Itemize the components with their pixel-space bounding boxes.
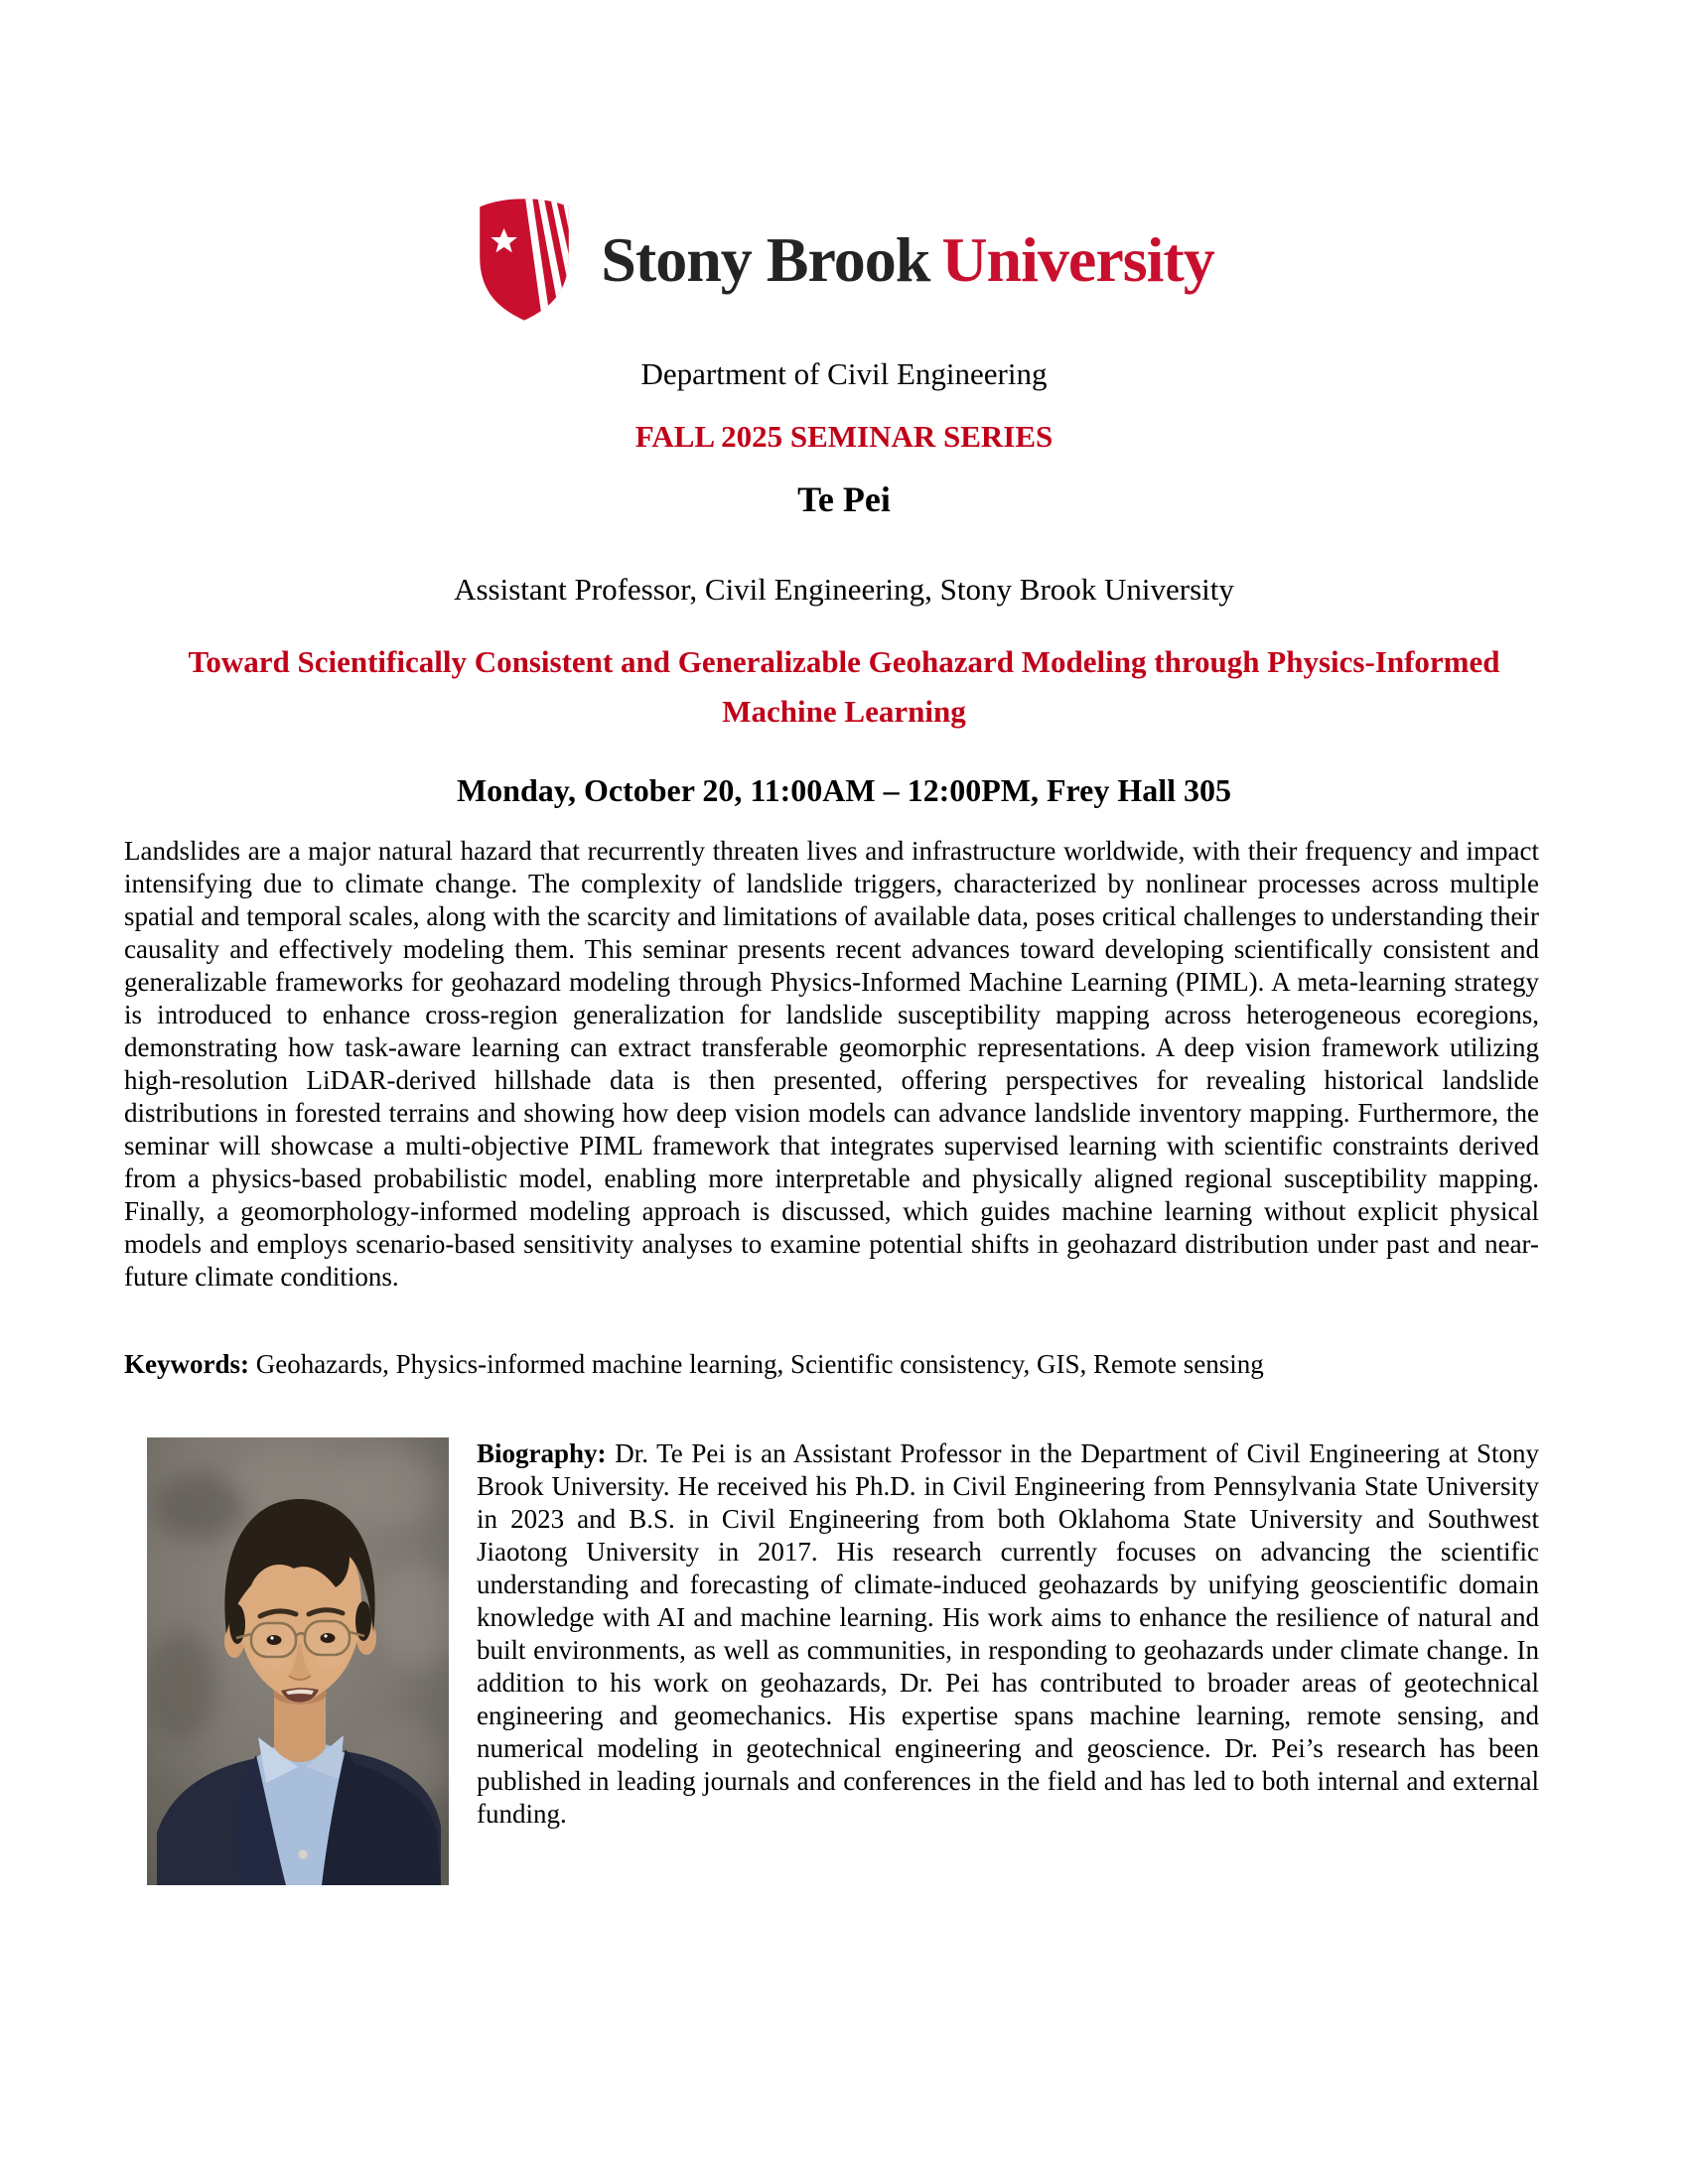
keywords-label: Keywords: [124, 1349, 249, 1379]
seminar-series-line: FALL 2025 SEMINAR SERIES [634, 419, 1054, 454]
speaker-title-line: Assistant Professor, Civil Engineering, Stony Brook University [454, 572, 1234, 607]
stony-brook-wordmark [601, 223, 1213, 297]
department-line: Department of Civil Engineering [640, 356, 1048, 391]
biography-section [147, 1437, 1539, 1885]
biography-value: Dr. Te Pei is an Assistant Professor in the Department of Civil Engineering at Stony Brook University. He received his Ph.D. in Civil Engineering from Pennsylvania State University in 2023 and B.S. in Civil Engineering from both Oklahoma State University and Southwest Jiaotong University in 2017. His research currently focuses on advancing the scientific understanding and forecasting of climate-induced geohazards by unifying geoscientific domain knowledge with AI and machine learning. His work aims to enhance the resilience of natural and built environments, as well as communities, in responding to geohazards under climate change. In addition to his work on geohazards, Dr. Pei has contributed to broader areas of geotechnical engineering and geomechanics. His expertise spans machine learning, remote sensing, and numerical modeling in geotechnical engineering and geoscience. Dr. Pei’s research has been published in leading journals and conferences in the field and has led to both internal and external funding. [477, 1438, 1540, 1829]
talk-title: Toward Scientifically Consistent and Generalizable Geohazard Modeling through Physics-Informed Machine Learning [188, 644, 1500, 729]
abstract-paragraph: Landslides are a major natural hazard that recurrently threaten lives and infrastructure worldwide, with their frequency and impact intensifying due to climate change. The complexity of landslide triggers, characterized by nonlinear processes across multiple spatial and temporal scales, along with the scarcity and limitations of available data, poses critical challenges to understanding their causality and effectively modeling them. This seminar presents recent advances toward developing scientifically consistent and generalizable frameworks for geohazard modeling through Physics-Informed Machine Learning (PIML). A meta-learning strategy is introduced to enhance cross-region generalization for landslide susceptibility mapping across heterogeneous ecoregions, demonstrating how task-aware learning can extract transferable geomorphic representations. A deep vision framework utilizing high-resolution LiDAR-derived hillshade data is then presented, offering perspectives for revealing historical landslide distributions in forested terrains and showing how deep vision models can advance landslide inventory mapping. Furthermore, the seminar will showcase a multi-objective PIML framework that integrates supervised learning with scientific constraints derived from a physics-based probabilistic model, enabling more interpretable and physically aligned regional susceptibility mapping. Finally, a geomorphology-informed modeling approach is discussed, which guides machine learning without explicit physical models and employs scenario-based sensitivity analyses to examine potential shifts in geohazard distribution under past and near-future climate conditions. [124, 836, 1539, 1292]
biography-paragraph [477, 1437, 1539, 1831]
keywords-line [124, 1349, 1539, 1380]
stony-brook-shield-icon [474, 197, 575, 323]
speaker-name: Te Pei [797, 479, 891, 519]
datetime-location-line: Monday, October 20, 11:00AM – 12:00PM, Frey Hall 305 [456, 772, 1232, 808]
speaker-portrait-photo [147, 1437, 449, 1885]
biography-label: Biography: [477, 1438, 607, 1468]
wordmark-primary: Stony Brook [601, 223, 930, 295]
wordmark-secondary: University [941, 223, 1214, 295]
stony-brook-logo [0, 197, 1688, 323]
keywords-value: Geohazards, Physics-informed machine learning, Scientific consistency, GIS, Remote sensing [255, 1349, 1264, 1379]
